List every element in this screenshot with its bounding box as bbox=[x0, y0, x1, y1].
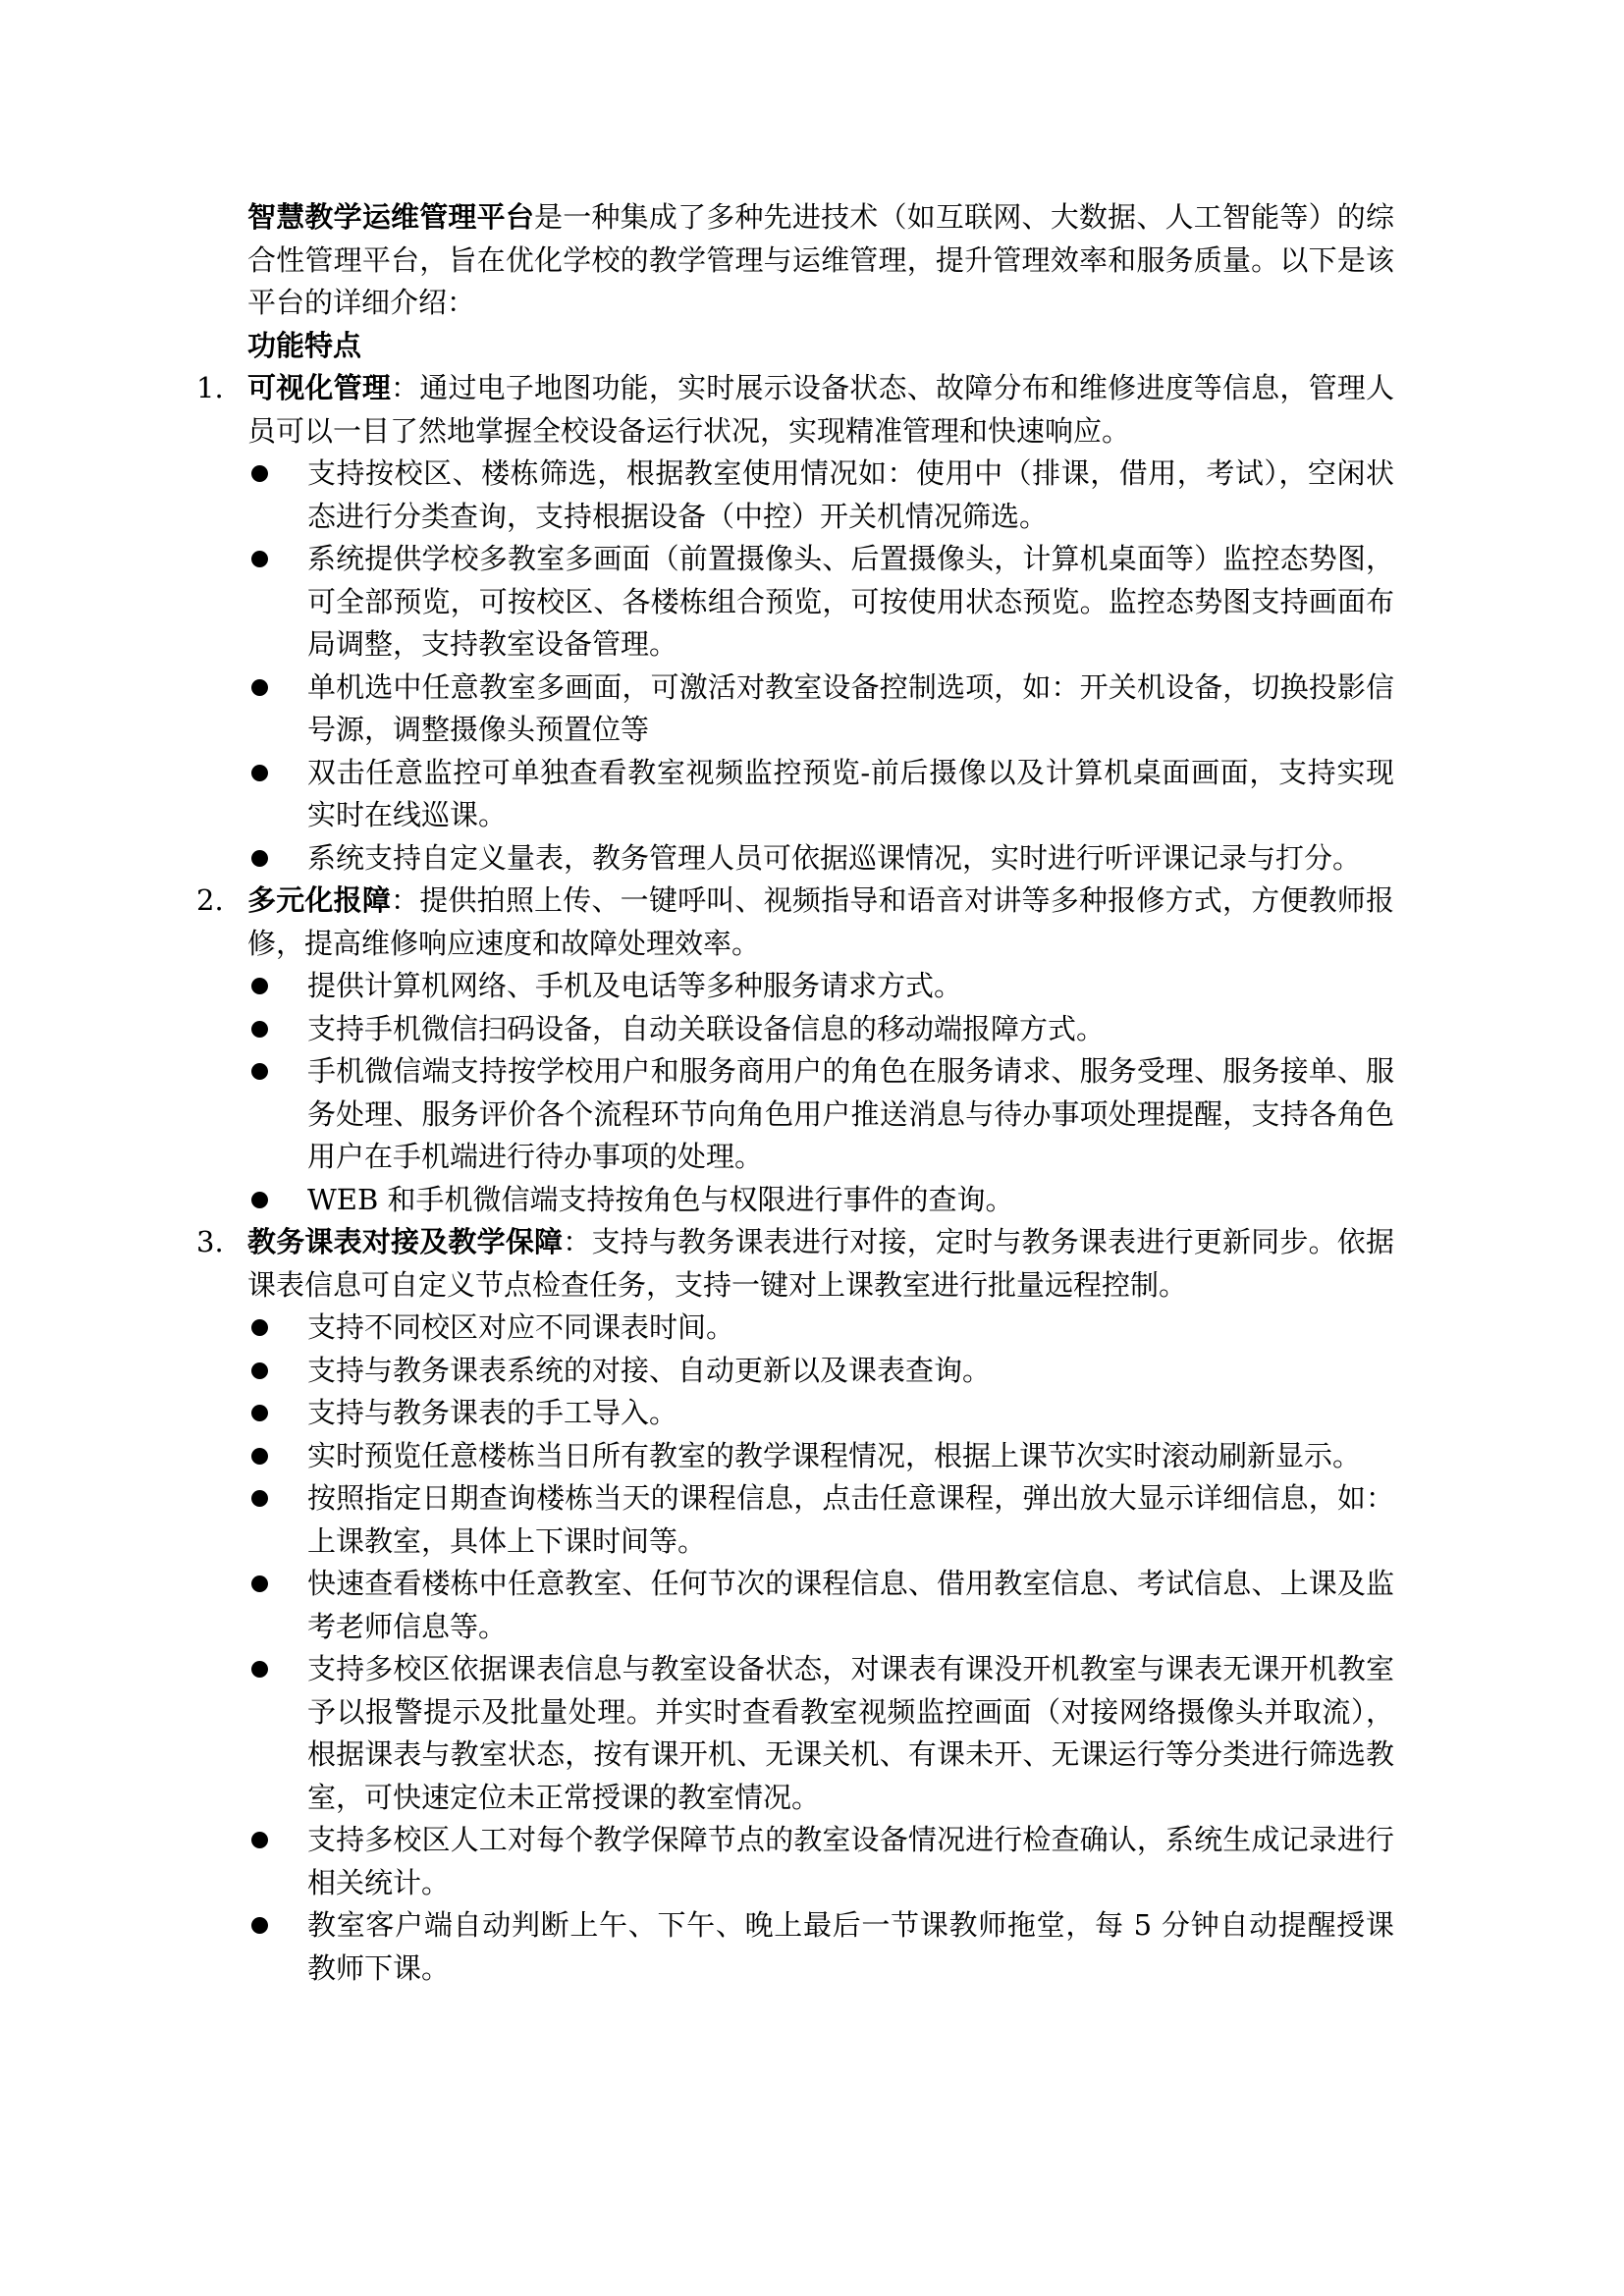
list-item bbox=[196, 1008, 1394, 1051]
document-body bbox=[196, 196, 1394, 1990]
list-item-text: 支持多校区人工对每个教学保障节点的教室设备情况进行检查确认，系统生成记录进行相关统计。 bbox=[307, 1823, 1394, 1899]
intro-paragraph bbox=[247, 196, 1394, 325]
section-text: ：通过电子地图功能，实时展示设备状态、故障分布和维修进度等信息，管理人员可以一目了然地掌握全校设备运行状况，实现精准管理和快速响应。 bbox=[247, 371, 1394, 448]
bullet-list bbox=[196, 453, 1394, 880]
bullet-icon bbox=[251, 978, 268, 994]
list-item-text: 实时预览任意楼栋当日所有教室的教学课程情况，根据上课节次实时滚动刷新显示。 bbox=[307, 1438, 1362, 1472]
bullet-icon bbox=[251, 1405, 268, 1421]
bullet-icon bbox=[251, 1832, 268, 1848]
list-item-text: WEB 和手机微信端支持按角色与权限进行事件的查询。 bbox=[307, 1182, 1014, 1216]
list-item-text: 快速查看楼栋中任意教室、任何节次的课程信息、借用教室信息、考试信息、上课及监考老师信息等。 bbox=[307, 1567, 1394, 1643]
bullet-icon bbox=[251, 765, 268, 781]
list-item bbox=[196, 1477, 1394, 1563]
list-item bbox=[196, 1435, 1394, 1478]
section-paragraph bbox=[196, 880, 1394, 965]
list-item-text: 按照指定日期查询楼栋当天的课程信息，点击任意课程，弹出放大显示详细信息，如：上课教室，具体上下课时间等。 bbox=[307, 1481, 1394, 1558]
section-text: ：支持与教务课表进行对接，定时与教务课表进行更新同步。依据课表信息可自定义节点检查任务，支持一键对上课教室进行批量远程控制。 bbox=[247, 1225, 1394, 1302]
features-heading: 功能特点 bbox=[247, 328, 362, 362]
list-item bbox=[196, 1179, 1394, 1222]
section-number: 1. bbox=[196, 371, 224, 404]
bullet-icon bbox=[251, 1063, 268, 1080]
list-item-text: 支持按校区、楼栋筛选，根据教室使用情况如：使用中（排课，借用，考试），空闲状态进行分类查询，支持根据设备（中控）开关机情况筛选。 bbox=[307, 456, 1394, 533]
bullet-icon bbox=[251, 1021, 268, 1038]
list-item bbox=[196, 1350, 1394, 1393]
section-number: 2. bbox=[196, 883, 224, 917]
bullet-icon bbox=[251, 1575, 268, 1592]
section-paragraph bbox=[196, 1221, 1394, 1307]
section-timetable-integration bbox=[196, 1221, 1394, 1990]
bullet-list bbox=[196, 1307, 1394, 1990]
list-item bbox=[196, 453, 1394, 538]
list-item bbox=[196, 1819, 1394, 1904]
bullet-icon bbox=[251, 1661, 268, 1678]
list-item-text: 提供计算机网络、手机及电话等多种服务请求方式。 bbox=[307, 969, 963, 1002]
list-item-text: 系统提供学校多教室多画面（前置摄像头、后置摄像头，计算机桌面等）监控态势图，可全部预览，可按校区、各楼栋组合预览，可按使用状态预览。监控态势图支持画面布局调整，支持教室设备管理。 bbox=[307, 542, 1394, 661]
section-fault-reporting bbox=[196, 880, 1394, 1221]
bullet-icon bbox=[251, 850, 268, 867]
bullet-list bbox=[196, 965, 1394, 1221]
intro-text: 是一种集成了多种先进技术（如互联网、大数据、人工智能等）的综合性管理平台，旨在优化学校的教学管理与运维管理，提升管理效率和服务质量。以下是该平台的详细介绍： bbox=[247, 200, 1394, 319]
list-item-text: 支持手机微信扫码设备，自动关联设备信息的移动端报障方式。 bbox=[307, 1011, 1106, 1045]
list-item bbox=[196, 1307, 1394, 1350]
list-item-text: 单机选中任意教室多画面，可激活对教室设备控制选项，如：开关机设备，切换投影信号源，调整摄像头预置位等 bbox=[307, 669, 1394, 746]
list-item bbox=[196, 1648, 1394, 1819]
section-number: 3. bbox=[196, 1225, 224, 1258]
bullet-icon bbox=[251, 1362, 268, 1379]
section-visual-management bbox=[196, 367, 1394, 880]
bullet-icon bbox=[251, 1490, 268, 1507]
section-title: 多元化报障 bbox=[247, 883, 392, 917]
section-paragraph bbox=[196, 367, 1394, 453]
bullet-icon bbox=[251, 1192, 268, 1208]
list-item bbox=[196, 1392, 1394, 1435]
bullet-icon bbox=[251, 551, 268, 567]
bullet-icon bbox=[251, 1917, 268, 1934]
list-item-text: 手机微信端支持按学校用户和服务商用户的角色在服务请求、服务受理、服务接单、服务处理、服务评价各个流程环节向角色用户推送消息与待办事项处理提醒，支持各角色用户在手机端进行待办事项的处理。 bbox=[307, 1054, 1394, 1173]
list-item bbox=[196, 837, 1394, 881]
bullet-icon bbox=[251, 465, 268, 482]
list-item bbox=[196, 667, 1394, 752]
intro-title: 智慧教学运维管理平台 bbox=[247, 200, 535, 234]
list-item-text: 支持多校区依据课表信息与教室设备状态，对课表有课没开机教室与课表无课开机教室予以报警提示及批量处理。并实时查看教室视频监控画面（对接网络摄像头并取流），根据课表与教室状态，按有课开机、无课关机、有课未开、无课运行等分类进行筛选教室，可快速定位未正常授课的教室情况。 bbox=[307, 1652, 1394, 1814]
list-item bbox=[196, 1563, 1394, 1648]
list-item bbox=[196, 965, 1394, 1008]
list-item bbox=[196, 752, 1394, 837]
bullet-icon bbox=[251, 1319, 268, 1336]
section-title: 可视化管理 bbox=[247, 371, 392, 404]
list-item bbox=[196, 1904, 1394, 1990]
list-item bbox=[196, 538, 1394, 667]
list-item bbox=[196, 1050, 1394, 1179]
list-item-text: 双击任意监控可单独查看教室视频监控预览-前后摄像以及计算机桌面画面，支持实现实时在线巡课。 bbox=[307, 755, 1394, 831]
list-item-text: 系统支持自定义量表，教务管理人员可依据巡课情况，实时进行听评课记录与打分。 bbox=[307, 840, 1362, 875]
list-item-text: 教室客户端自动判断上午、下午、晚上最后一节课教师拖堂，每 5 分钟自动提醒授课教师下课。 bbox=[307, 1908, 1394, 1985]
section-title: 教务课表对接及教学保障 bbox=[247, 1225, 564, 1258]
list-item-text: 支持与教务课表的手工导入。 bbox=[307, 1396, 678, 1429]
bullet-icon bbox=[251, 1448, 268, 1465]
section-text: ：提供拍照上传、一键呼叫、视频指导和语音对讲等多种报修方式，方便教师报修，提高维修响应速度和故障处理效率。 bbox=[247, 883, 1394, 960]
bullet-icon bbox=[251, 679, 268, 696]
list-item-text: 支持与教务课表系统的对接、自动更新以及课表查询。 bbox=[307, 1353, 992, 1387]
list-item-text: 支持不同校区对应不同课表时间。 bbox=[307, 1310, 735, 1344]
